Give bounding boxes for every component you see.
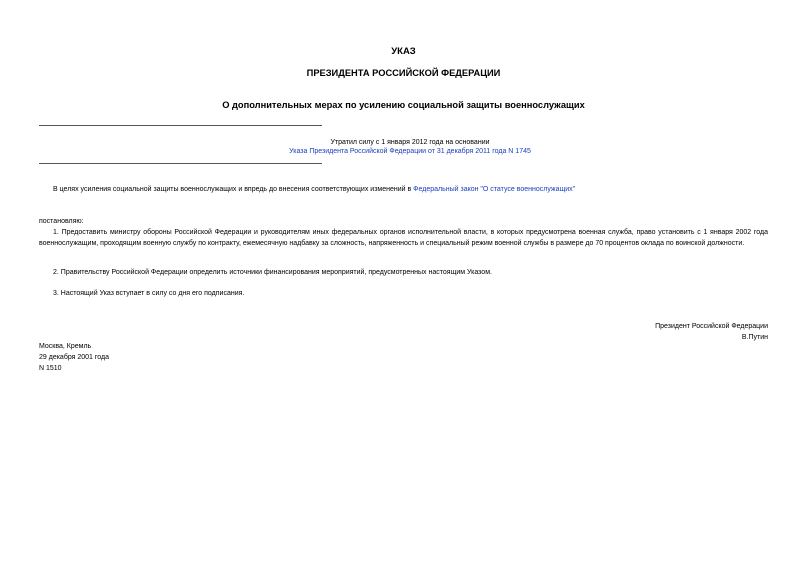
- clause-2: 2. Правительству Российской Федерации определить источники финансирования мероприятий, предусмотренных настоящим Указом.: [53, 269, 492, 276]
- signature-block: [468, 321, 768, 343]
- clause-3: 3. Настоящий Указ вступает в силу со дня его подписания.: [53, 290, 245, 297]
- decree-word: постановляю:: [39, 218, 84, 225]
- place-date-block: [39, 341, 109, 374]
- date: 29 декабря 2001 года: [39, 354, 110, 361]
- preamble: [39, 185, 768, 196]
- federal-law-link[interactable]: Федеральный закон "О статусе военнослужащих": [413, 186, 576, 193]
- document-title: УКАЗ: [391, 46, 416, 57]
- status-note: [270, 138, 550, 156]
- document-heading: О дополнительных мерах по усилению социальной защиты военнослужащих: [222, 100, 585, 110]
- repeal-decree-link[interactable]: Указа Президента Российской Федерации от 31 декабря 2011 года N 1745: [289, 148, 531, 155]
- top-divider: [39, 125, 322, 126]
- preamble-text: В целях усиления социальной защиты военнослужащих и впредь до внесения соответствующих изменений в: [53, 186, 414, 193]
- bottom-divider: [39, 163, 322, 164]
- signature-name: В.Путин: [741, 334, 768, 341]
- status-note-text: Утратил силу с 1 января 2012 года на основании: [330, 139, 490, 146]
- document-subtitle: ПРЕЗИДЕНТА РОССИЙСКОЙ ФЕДЕРАЦИИ: [306, 68, 501, 78]
- signature-position: Президент Российской Федерации: [655, 323, 768, 330]
- clause-1: 1. Предоставить министру обороны Российской Федерации и руководителям иных федеральных органов исполнительной власти, в которых предусмотрена военная служба, право установить с 1 января 2002 года военнослужащим, проходящим военную службу по контракту, ежемесячную надбавку за сложность, напряженность и специальный режим военной службы в размере до 70 процентов оклада по воинской должности.: [39, 229, 768, 247]
- place: Москва, Кремль: [39, 343, 92, 350]
- decree-number: N 1510: [39, 365, 62, 372]
